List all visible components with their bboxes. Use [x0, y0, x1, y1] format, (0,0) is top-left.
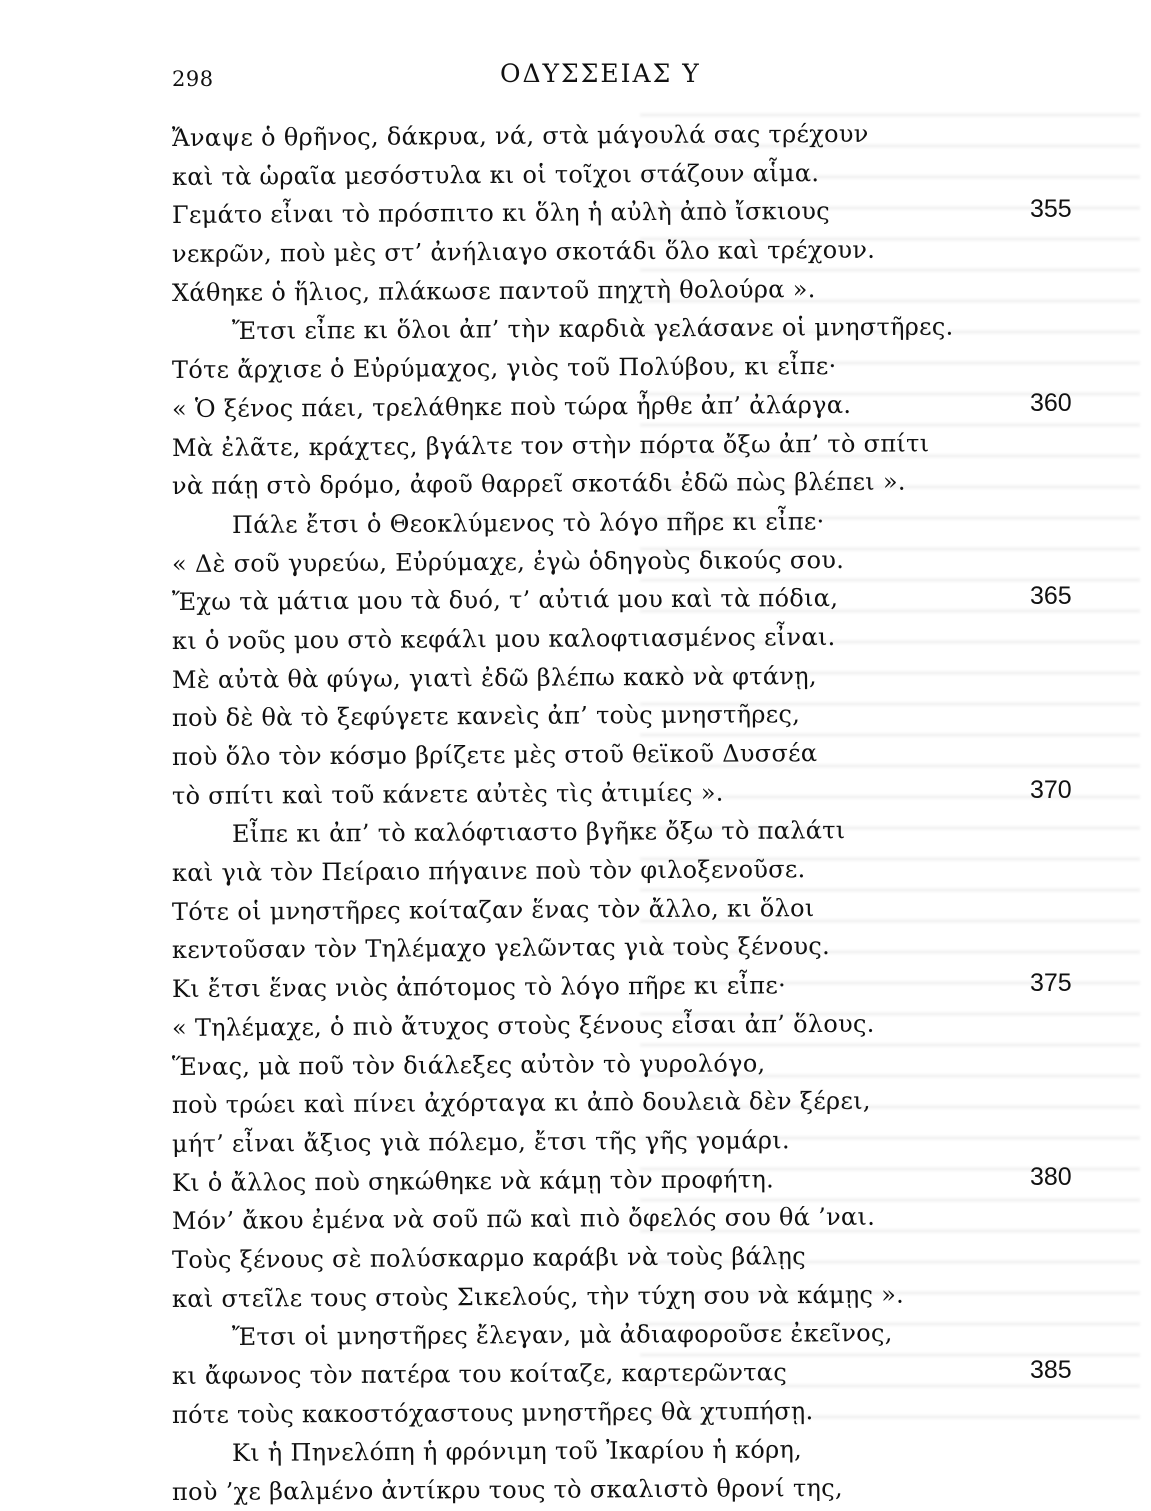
verse-line [0, 1279, 1151, 1318]
verse-line [0, 118, 1151, 157]
verse-line [0, 428, 1151, 467]
verse-line [0, 1124, 1151, 1163]
verse-line [0, 1201, 1151, 1240]
verse-line [0, 1085, 1151, 1124]
verse-text: Γεμάτο εἶναι τὸ πρόσπιτο κι ὅλη ἡ αὐλὴ ἀπὸ ἴσκιους [171, 197, 831, 230]
verse-text: Ἄναψε ὁ θρῆνος, δάκρυα, νά, στὰ μάγουλά σας τρέχουν [171, 119, 869, 152]
line-number: 355 [1030, 195, 1072, 224]
running-title: ΟΔΥΣΣΕΙΑΣ Υ [500, 59, 701, 88]
verse-text: καὶ στεῖλε τους στοὺς Σικελούς, τὴν τύχη σου νὰ κάμῃς ». [171, 1280, 905, 1313]
verse-line [0, 505, 1151, 544]
verse-text: Ἔτσι εἶπε κι ὅλοι ἀπ’ τὴν καρδιὰ γελάσανε οἱ μνηστῆρες. [231, 313, 954, 346]
verse-line [0, 930, 1151, 969]
verse-text: Κι ἡ Πηνελόπη ἡ φρόνιμη τοῦ Ἰκαρίου ἡ κόρη, [231, 1435, 803, 1468]
verse-line [0, 350, 1151, 389]
verse-text: πότε τοὺς κακοστόχαστους μνηστῆρες θὰ χτυπήσῃ. [171, 1396, 814, 1429]
verse-text: καὶ γιὰ τὸν Πείραιο πήγαινε ποὺ τὸν φιλοξενοῦσε. [171, 855, 806, 888]
verse-text: Τότε ἄρχισε ὁ Εὐρύμαχος, γιὸς τοῦ Πολύβου, κι εἶπε· [171, 352, 837, 385]
verse-line [0, 544, 1151, 583]
verse-line [0, 157, 1151, 196]
verse-text: καὶ τὰ ὡραῖα μεσόστυλα κι οἱ τοῖχοι στάζουν αἷμα. [171, 158, 820, 191]
verse-text: ποὺ ὅλο τὸν κόσμο βρίζετε μὲς στοῦ θεϊκοῦ Δυσσέα [171, 739, 818, 771]
verse-line [0, 892, 1151, 931]
line-number: 370 [1030, 775, 1072, 804]
verse-text: ποὺ ’χε βαλμένο ἀντίκρυ τους τὸ σκαλιστὸ θρονί της, [171, 1473, 843, 1507]
verse-line [0, 1356, 1151, 1395]
verse-text: Χάθηκε ὁ ἥλιος, πλάκωσε παντοῦ πηχτὴ θολούρα ». [171, 274, 816, 307]
verse-line [0, 311, 1151, 350]
verse-text: Ἕνας, μὰ ποῦ τὸν διάλεξες αὐτὸν τὸ γυρολόγο, [171, 1048, 766, 1081]
verse-line [0, 582, 1151, 621]
verse-line [0, 1163, 1151, 1202]
verse-text: « Δὲ σοῦ γυρεύω, Εὐρύμαχε, ἐγὼ ὁδηγοὺς δικούς σου. [171, 545, 845, 578]
verse-line [0, 969, 1151, 1008]
verse-text: ποὺ δὲ θὰ τὸ ξεφύγετε κανεὶς ἀπ’ τοὺς μνηστῆρες, [171, 700, 801, 733]
verse-line [0, 1433, 1151, 1472]
verse-text: κι ἄφωνος τὸν πατέρα του κοίταζε, καρτερῶντας [171, 1358, 788, 1390]
verse-text: Εἶπε κι ἀπ’ τὸ καλόφτιαστο βγῆκε ὄξω τὸ παλάτι [231, 816, 846, 849]
verse-text: Μὰ ἐλᾶτε, κράχτες, βγάλτε τον στὴν πόρτα ὄξω ἀπ’ τὸ σπίτι [171, 428, 930, 462]
verse-line [0, 737, 1151, 776]
verse-text: κι ὁ νοῦς μου στὸ κεφάλι μου καλοφτιασμένος εἶναι. [171, 622, 836, 655]
verse-text: Μόν’ ἄκου ἐμένα νὰ σοῦ πῶ καὶ πιὸ ὄφελός σου θά ’ναι. [171, 1202, 876, 1236]
verse-text: μήτ’ εἶναι ἄξιος γιὰ πόλεμο, ἔτσι τῆς γῆς γομάρι. [171, 1126, 790, 1158]
line-number: 365 [1030, 582, 1072, 611]
verse-text: Κι ἔτσι ἕνας νιὸς ἀπότομος τὸ λόγο πῆρε κι εἶπε· [171, 971, 787, 1004]
verse-text: νεκρῶν, ποὺ μὲς στ’ ἀνήλιαγο σκοτάδι ὅλο καὶ τρέχουν. [171, 235, 876, 269]
line-number: 375 [1030, 969, 1072, 998]
verse-line [0, 1008, 1151, 1047]
verse-text: Ἔχω τὰ μάτια μου τὰ δυό, τ’ αὐτιά μου καὶ τὰ πόδια, [171, 584, 839, 617]
verse-line [0, 853, 1151, 892]
verse-text: Ἔτσι οἱ μνηστῆρες ἔλεγαν, μὰ ἀδιαφοροῦσε ἐκεῖνος, [231, 1319, 893, 1352]
verse-line [0, 389, 1151, 428]
verse-line [0, 621, 1151, 660]
verse-block [0, 118, 1151, 1511]
verse-line [0, 1240, 1151, 1279]
page-number: 298 [172, 67, 214, 91]
verse-line [0, 234, 1151, 273]
verse-line [0, 1472, 1151, 1511]
line-number: 380 [1030, 1162, 1072, 1191]
verse-text: τὸ σπίτι καὶ τοῦ κάνετε αὐτὲς τὶς ἀτιμίες ». [171, 778, 724, 810]
verse-text: νὰ πάῃ στὸ δρόμο, ἀφοῦ θαρρεῖ σκοτάδι ἐδῶ πὼς βλέπει ». [171, 467, 906, 501]
verse-line [0, 1395, 1151, 1434]
verse-line [0, 1317, 1151, 1356]
page-header [0, 55, 1151, 95]
verse-line [0, 776, 1151, 815]
verse-text: Κι ὁ ἄλλος ποὺ σηκώθηκε νὰ κάμῃ τὸν προφήτη. [171, 1164, 775, 1197]
verse-line [0, 814, 1151, 853]
verse-line [0, 273, 1151, 312]
verse-text: κεντοῦσαν τὸν Τηλέμαχο γελῶντας γιὰ τοὺς ξένους. [171, 932, 831, 965]
verse-text: « Τηλέμαχε, ὁ πιὸ ἄτυχος στοὺς ξένους εἶσαι ἀπ’ ὅλους. [171, 1009, 875, 1042]
verse-line [0, 1047, 1151, 1086]
verse-text: Τότε οἱ μνηστῆρες κοίταζαν ἕνας τὸν ἄλλο, κι ὅλοι [171, 893, 815, 926]
line-number: 360 [1030, 388, 1072, 417]
verse-text: Μὲ αὐτὰ θὰ φύγω, γιατὶ ἐδῶ βλέπω κακὸ νὰ φτάνῃ, [171, 661, 817, 694]
verse-line [0, 698, 1151, 737]
verse-text: Πάλε ἔτσι ὁ Θεοκλύμενος τὸ λόγο πῆρε κι εἶπε· [231, 507, 825, 539]
verse-text: Τοὺς ξένους σὲ πολύσκαρμο καράβι νὰ τοὺς βάλῃς [171, 1242, 806, 1274]
verse-text: « Ὁ ξένος πάει, τρελάθηκε ποὺ τώρα ἦρθε ἀπ’ ἀλάργα. [171, 390, 852, 423]
verse-line [0, 195, 1151, 234]
verse-text: ποὺ τρώει καὶ πίνει ἀχόρταγα κι ἀπὸ δουλειὰ δὲν ξέρει, [171, 1086, 871, 1120]
verse-line [0, 660, 1151, 699]
line-number: 385 [1030, 1356, 1072, 1384]
verse-line [0, 466, 1151, 505]
